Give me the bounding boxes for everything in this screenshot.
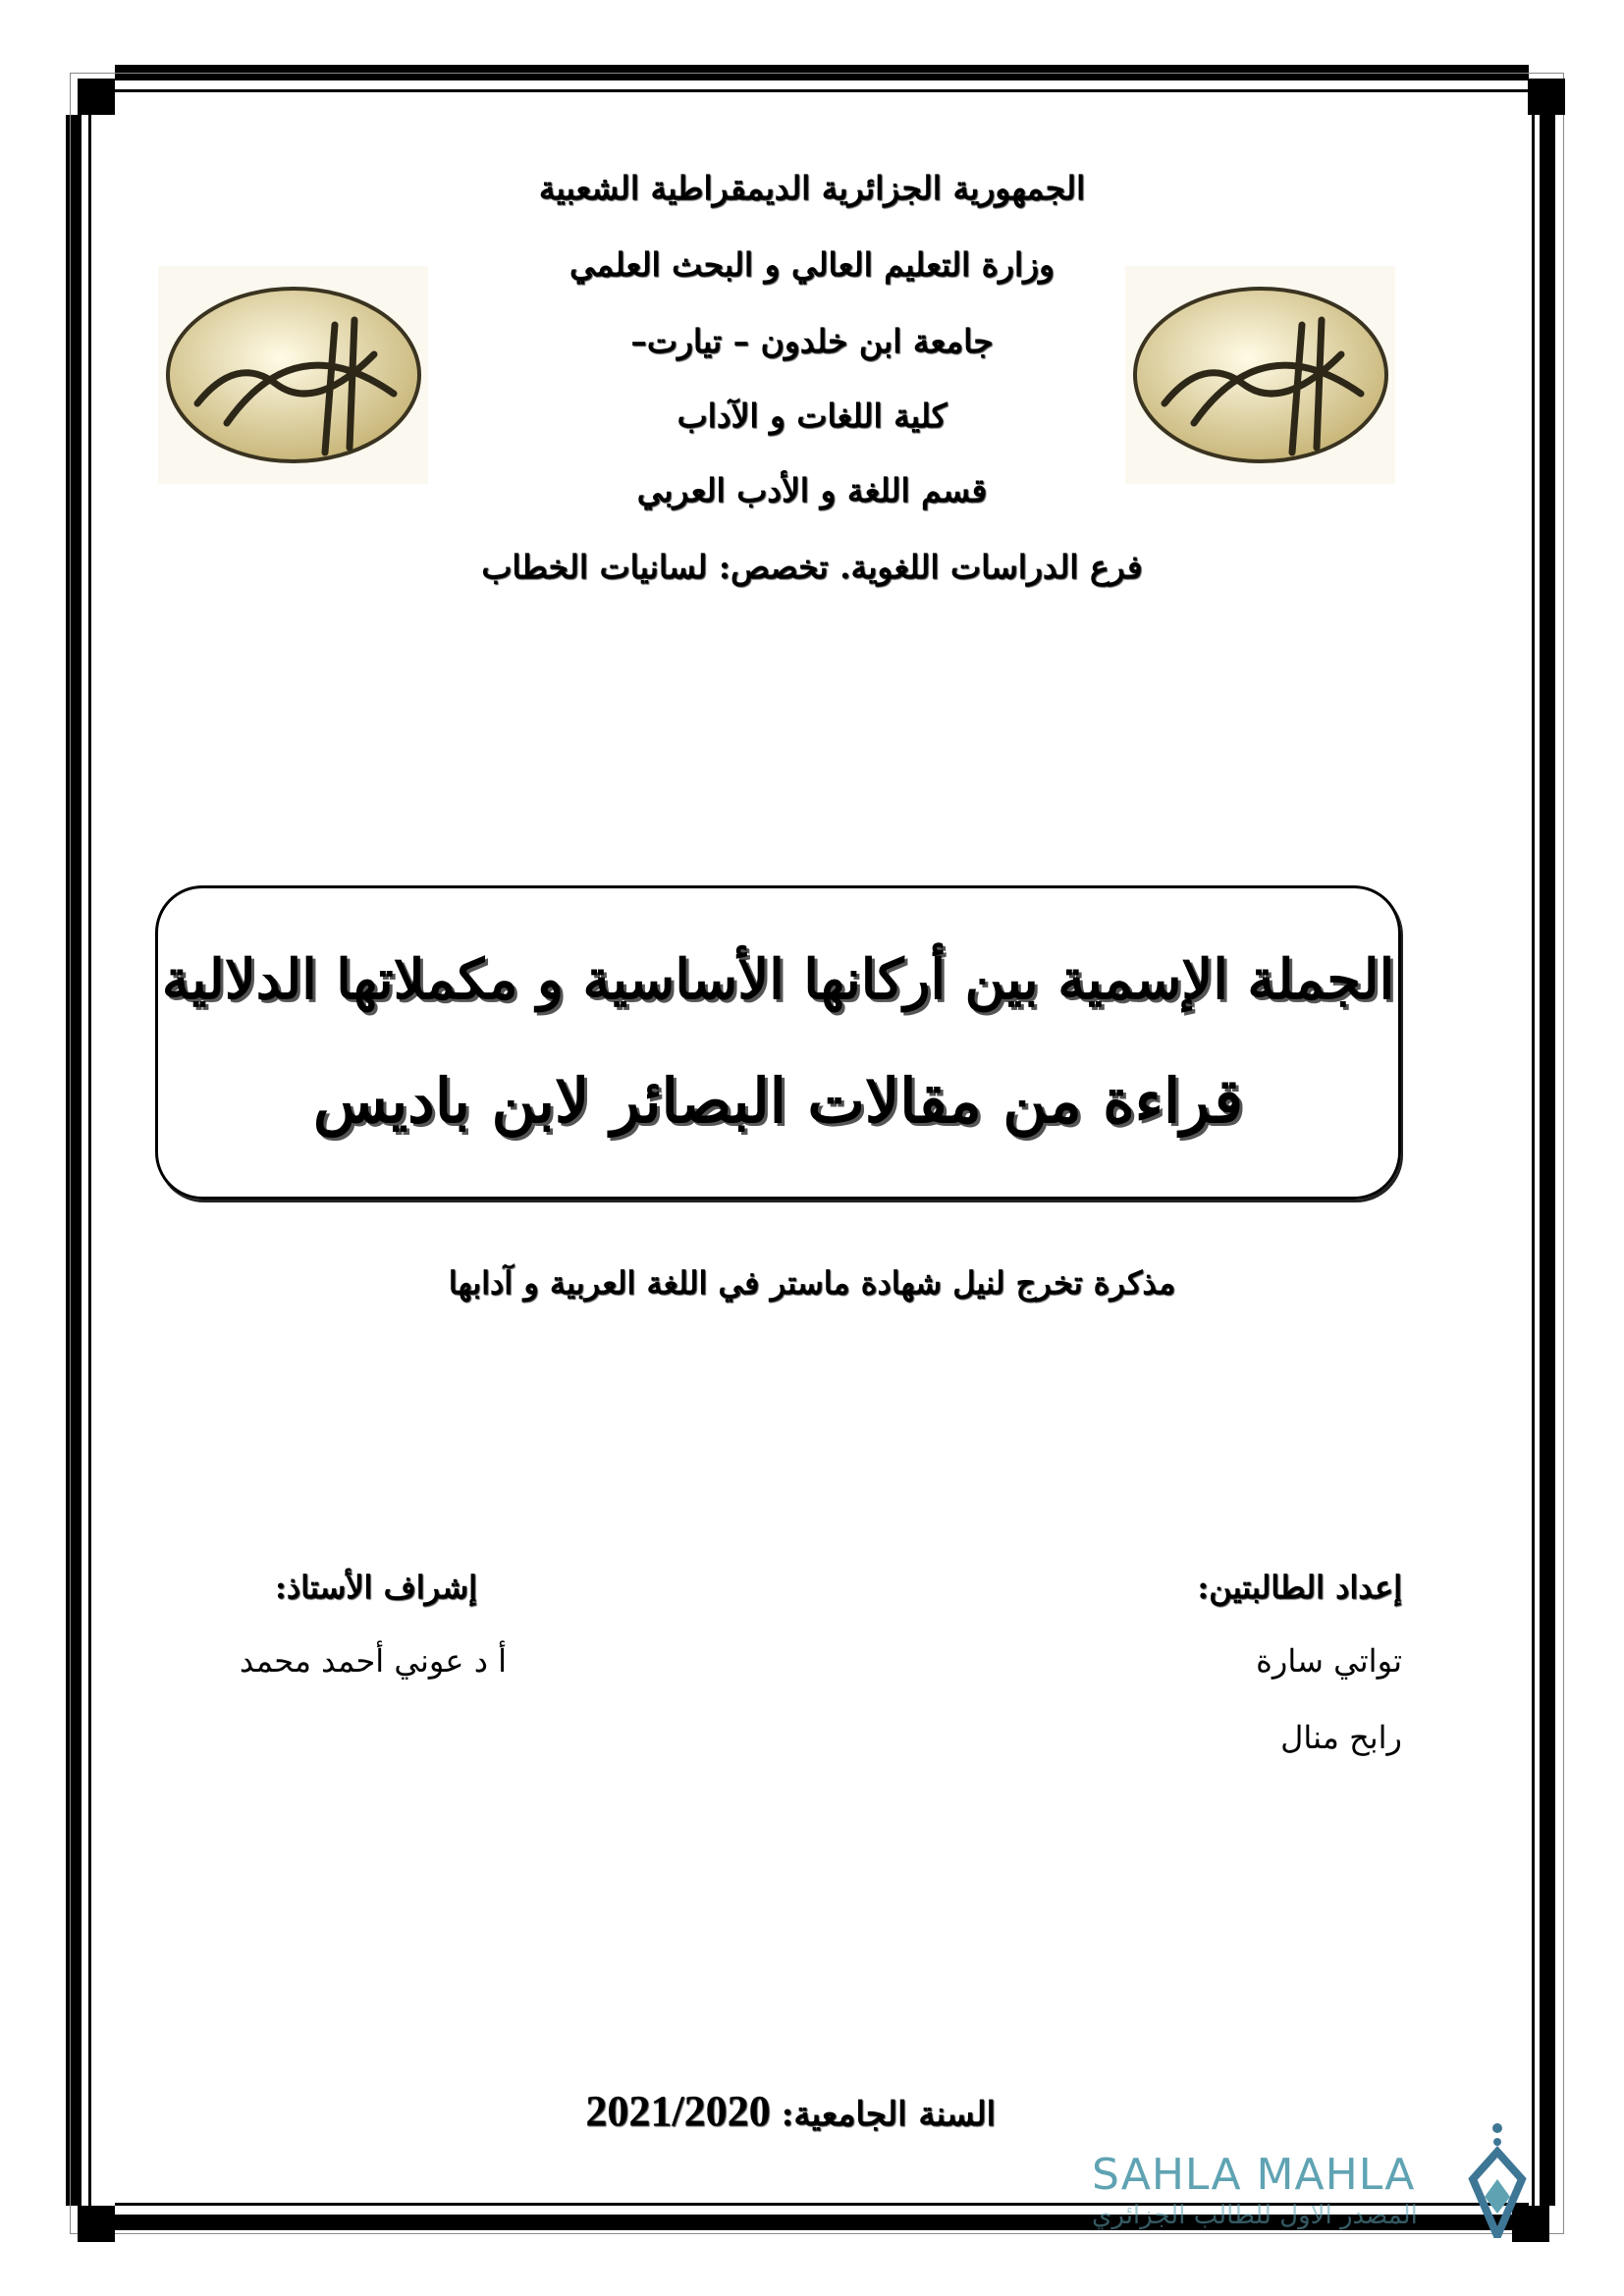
- academic-year: [585, 2086, 996, 2136]
- header-department: قسم اللغة و الأدب العربي: [636, 471, 988, 509]
- header-specialty: فرع الدراسات اللغوية. تخصص: لسانيات الخطاب: [481, 548, 1143, 586]
- header-ministry: وزارة التعليم العالي و البحث العلمي: [569, 245, 1055, 284]
- university-logo-left: [158, 266, 428, 484]
- corner-bl: [78, 2206, 115, 2242]
- university-logo-right: [1125, 266, 1395, 484]
- academic-year-label: السنة الجامعية:: [781, 2095, 996, 2134]
- corner-tl: [78, 79, 115, 115]
- thesis-title-line1: الجملة الإسمية بين أركانها الأساسية و مكملاتها الدلالية: [161, 947, 1395, 1012]
- thesis-title-box: [155, 885, 1401, 1200]
- students-label: إعداد الطالبتين:: [1197, 1569, 1402, 1606]
- watermark-tagline: المصدر الاول للطالب الجزائري: [1092, 2201, 1418, 2230]
- thesis-title-line2: قراءة من مقالات البصائر لابن باديس: [312, 1065, 1244, 1137]
- student-name: تواتي سارة: [1256, 1642, 1402, 1680]
- header-republic: الجمهورية الجزائرية الديمقراطية الشعبية: [538, 169, 1086, 207]
- header-university: جامعة ابن خلدون – تيارت–: [630, 322, 994, 360]
- watermark-brand: SAHLA MAHLA: [1092, 2150, 1416, 2200]
- thesis-subtitle: مذكرة تخرج لنيل شهادة ماستر في اللغة العربية و آدابها: [448, 1264, 1176, 1302]
- supervisor-label: إشراف الأستاذ:: [275, 1569, 477, 1606]
- academic-year-value: 2021/2020: [585, 2087, 771, 2135]
- corner-tr: [1528, 79, 1565, 115]
- student-name: رابح منال: [1280, 1719, 1402, 1756]
- header-faculty: كلية اللغات و الآداب: [677, 397, 947, 435]
- supervisor-name: أ د عوني أحمد محمد: [239, 1642, 507, 1680]
- watermark-logo-icon: [1463, 2120, 1532, 2238]
